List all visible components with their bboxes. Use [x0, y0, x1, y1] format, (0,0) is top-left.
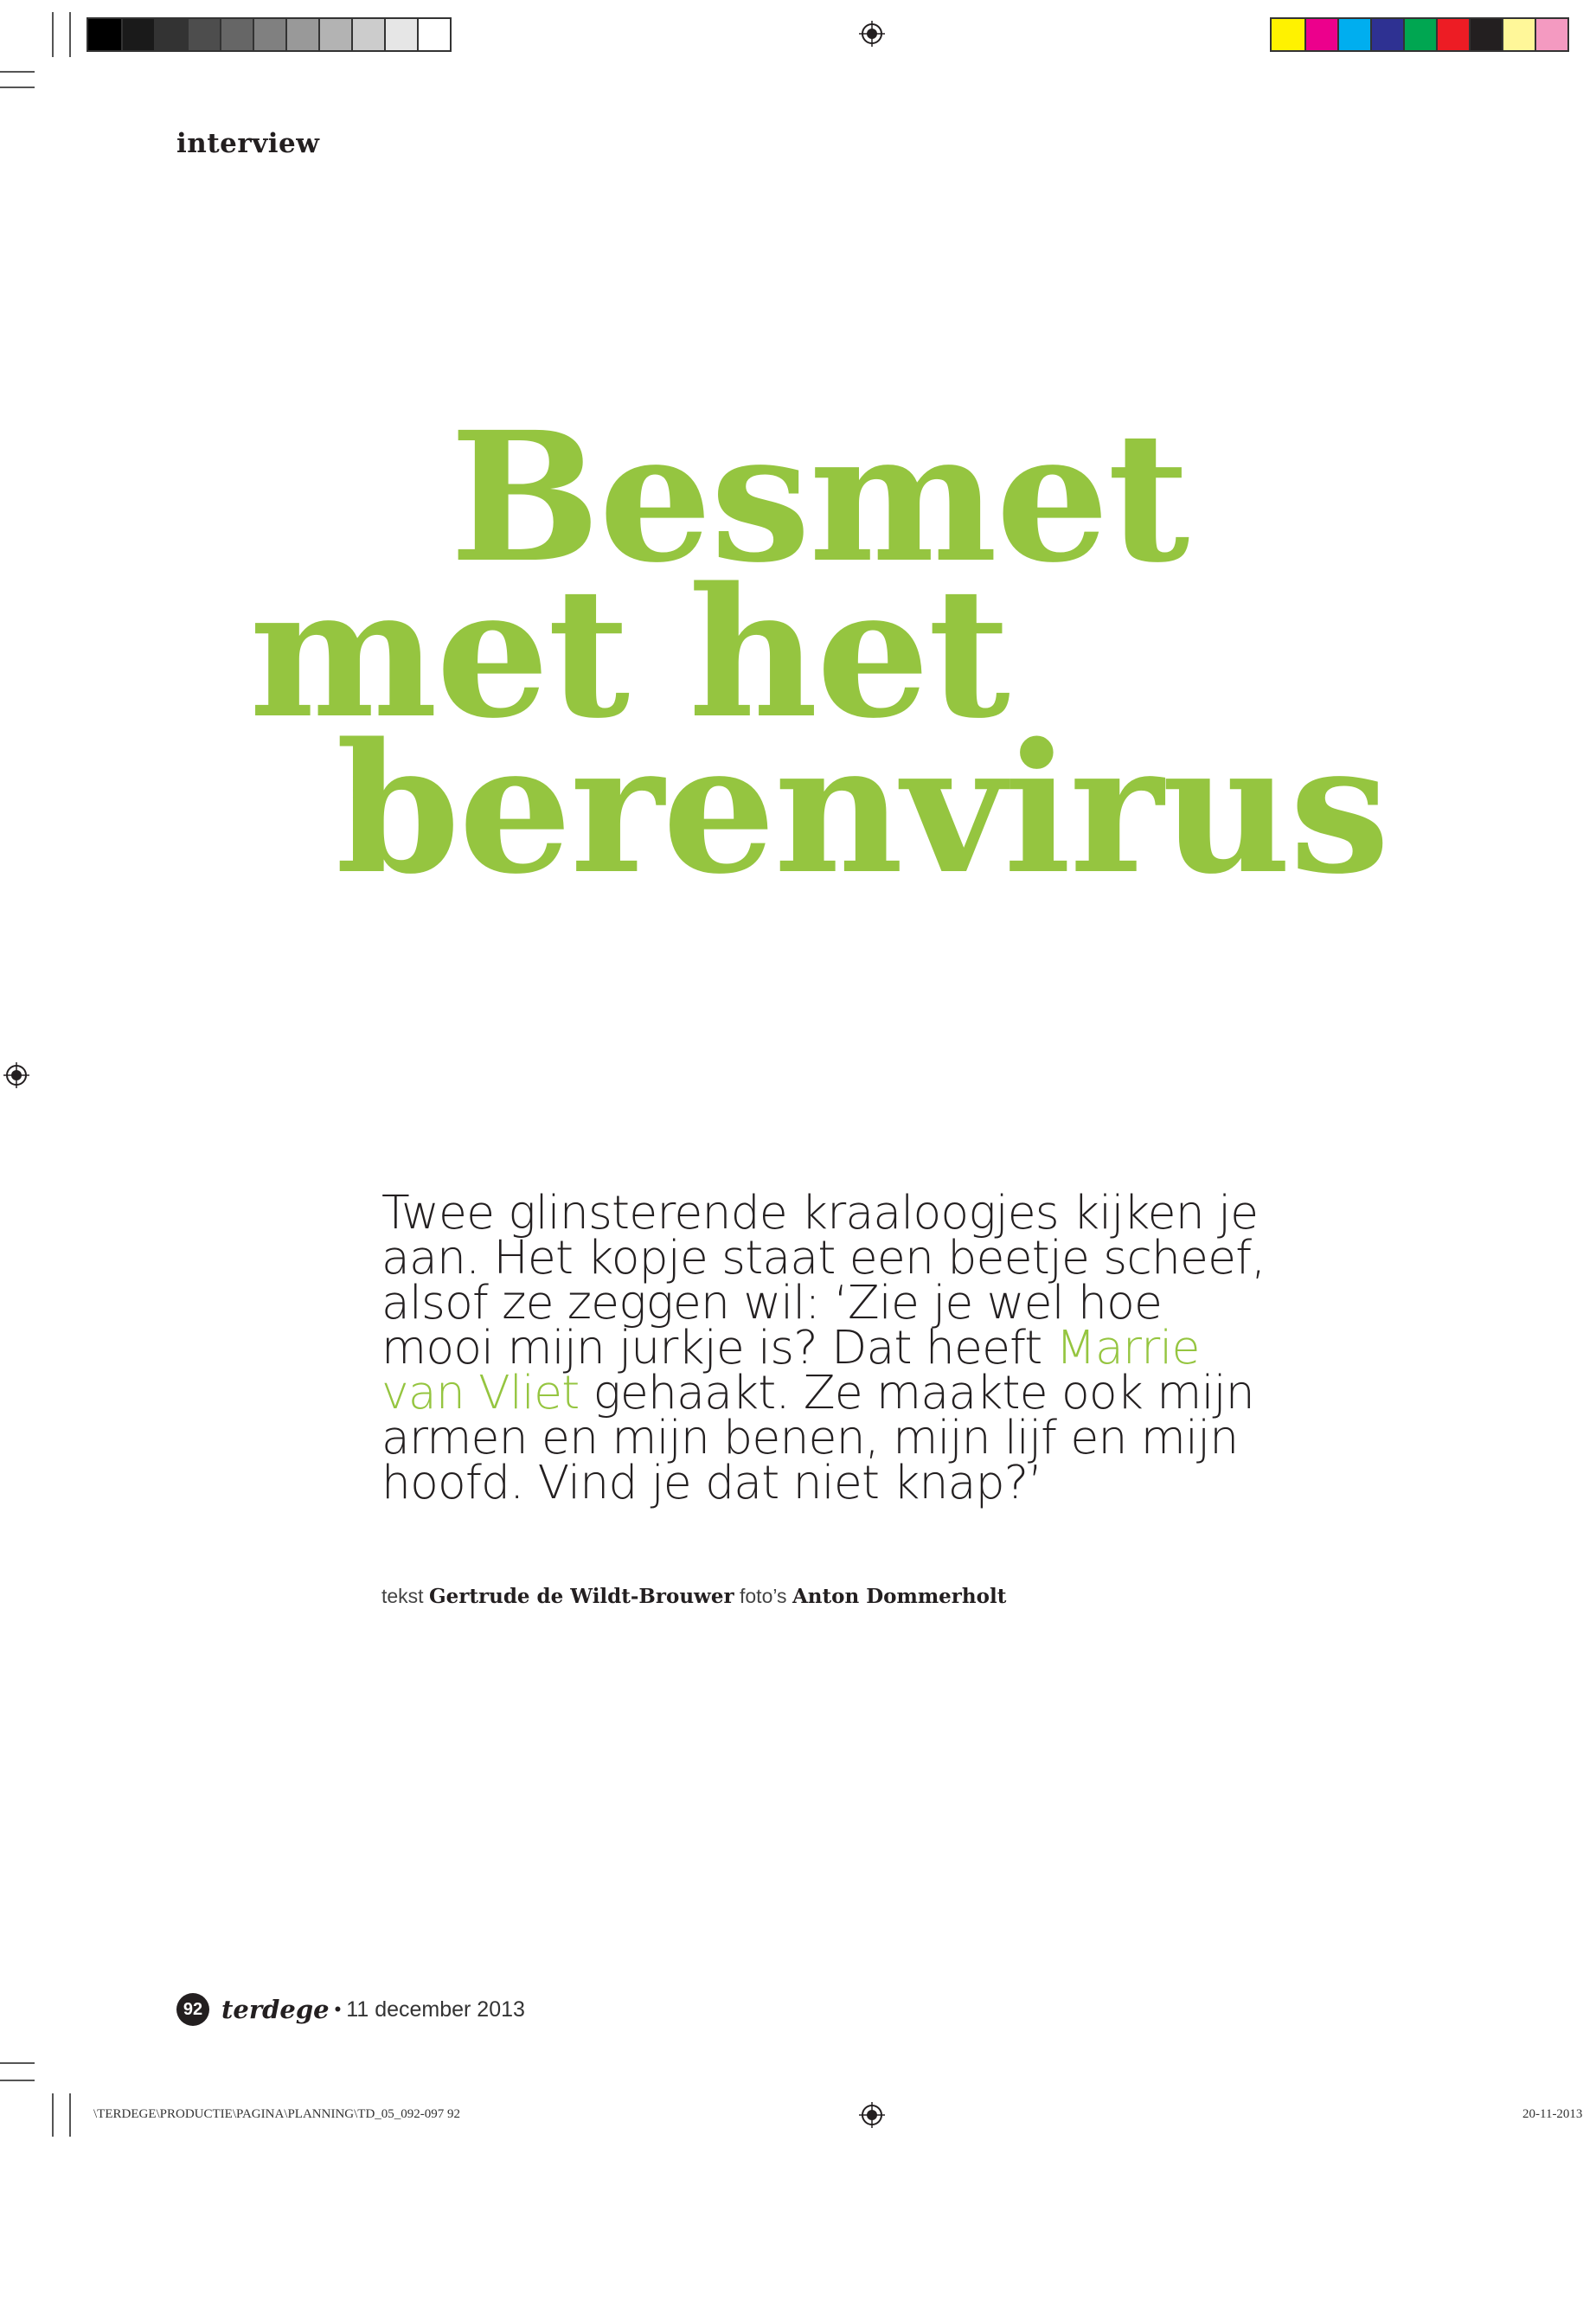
- gray-swatch: [154, 19, 187, 50]
- page-footer: [176, 1993, 525, 2026]
- crop-mark: [69, 12, 71, 57]
- crop-mark: [0, 71, 35, 73]
- issue-date: 11 december 2013: [346, 1997, 525, 2022]
- gray-swatch: [384, 19, 417, 50]
- byline-text-label: tekst: [381, 1585, 424, 1607]
- byline-photographer: Anton Dommerholt: [792, 1585, 1007, 1608]
- footer-separator: •: [334, 1998, 342, 2020]
- crop-mark: [52, 2093, 54, 2137]
- headline-line-1: Besmet: [450, 393, 1189, 602]
- byline: [381, 1585, 1006, 1608]
- color-swatch: [1272, 19, 1304, 50]
- gray-swatch: [417, 19, 450, 50]
- crop-mark: [0, 87, 35, 88]
- color-swatch: [1337, 19, 1370, 50]
- headline-line-3: berenvirus: [336, 704, 1388, 913]
- color-swatch: [1403, 19, 1436, 50]
- byline-author: Gertrude de Wildt-Brouwer: [428, 1585, 734, 1608]
- intro-text: Twee glinsterende kraaloogjes kijken je aan. Het kopje staat een beetje scheef, alsof ze zeggen wil: ‘Zie je wel hoe mooi mijn jurkje is? Dat heeft: [381, 1185, 1266, 1375]
- color-swatch: [1535, 19, 1567, 50]
- gray-calibration-strip: [87, 17, 452, 52]
- crop-mark: [0, 2080, 35, 2081]
- crop-mark: [0, 2062, 35, 2064]
- byline-photo-label: foto’s: [740, 1585, 787, 1607]
- highlighted-name: Marrie van Vliet: [381, 1320, 1200, 1420]
- gray-swatch: [285, 19, 318, 50]
- gray-swatch: [253, 19, 285, 50]
- gray-swatch: [121, 19, 154, 50]
- intro-text: gehaakt. Ze maakte ook mijn armen en mijn benen, mijn lijf en mijn hoofd. Vind je dat niet knap?’: [381, 1365, 1254, 1509]
- headline-line-2: met het: [249, 548, 1009, 758]
- gray-swatch: [318, 19, 351, 50]
- color-calibration-strip: [1270, 17, 1569, 52]
- color-swatch: [1370, 19, 1403, 50]
- section-label: interview: [176, 128, 320, 159]
- gray-swatch: [187, 19, 220, 50]
- crop-mark: [52, 12, 54, 57]
- print-slug-path: \TERDEGE\PRODUCTIE\PAGINA\PLANNING\TD_05_092-097 92: [93, 2107, 461, 2121]
- registration-mark-icon: [3, 1062, 29, 1088]
- crop-mark: [69, 2093, 71, 2137]
- magazine-logo: terdege: [221, 1995, 330, 2024]
- page-number-badge: 92: [176, 1993, 209, 2026]
- gray-swatch: [351, 19, 384, 50]
- gray-swatch: [88, 19, 121, 50]
- print-slug-date: 20-11-2013: [1522, 2107, 1583, 2121]
- registration-mark-icon: [859, 21, 885, 47]
- registration-mark-icon: [859, 2102, 885, 2128]
- gray-swatch: [220, 19, 253, 50]
- color-swatch: [1304, 19, 1337, 50]
- intro-paragraph: [381, 1185, 1281, 1509]
- color-swatch: [1502, 19, 1535, 50]
- color-swatch: [1436, 19, 1469, 50]
- color-swatch: [1469, 19, 1502, 50]
